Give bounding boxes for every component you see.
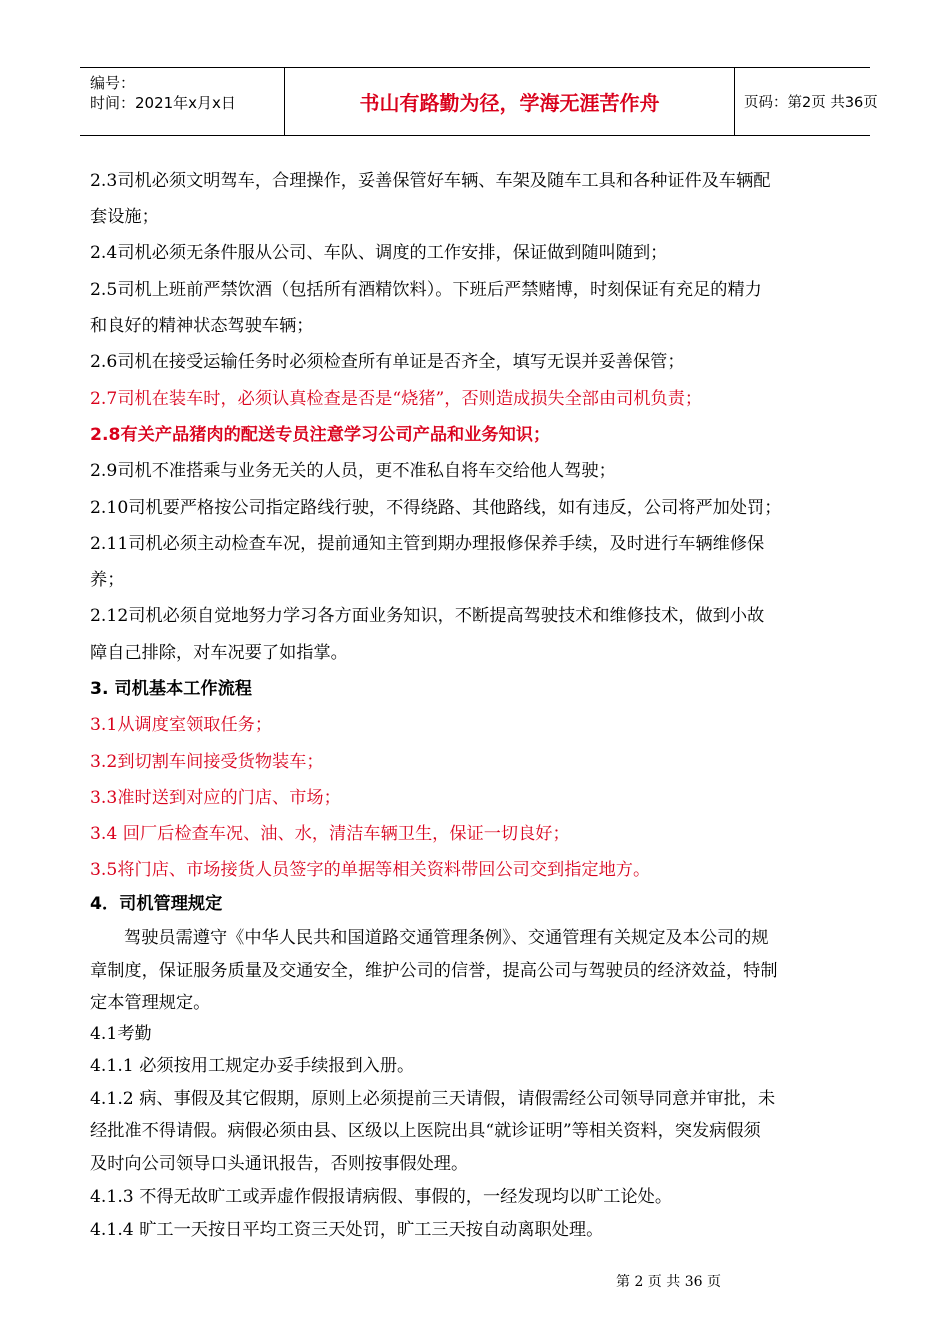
rule-2-3-line2: 套设施； bbox=[90, 207, 159, 227]
header-motto: 书山有路勤为径，学海无涯苦作舟 bbox=[285, 68, 735, 135]
intro-paragraph-line3: 定本管理规定。 bbox=[90, 993, 211, 1013]
step-3-2: 3.2到切割车间接受货物装车； bbox=[90, 752, 324, 772]
rule-4-1-2-line1: 4.1.2 病、事假及其它假期，原则上必须提前三天请假，请假需经公司领导同意并审批，未 bbox=[90, 1089, 776, 1109]
rule-4-1-2-line2: 经批准不得请假。病假必须由县、区级以上医院出具“就诊证明”等相关资料，突发病假须 bbox=[90, 1121, 761, 1141]
header-table bbox=[80, 67, 878, 136]
intro-paragraph-line1: 驾驶员需遵守《中华人民共和国道路交通管理条例》、交通管理有关规定及本公司的规 bbox=[124, 928, 769, 948]
rule-2-6: 2.6司机在接受运输任务时必须检查所有单证是否齐全，填写无误并妥善保管； bbox=[90, 352, 685, 372]
rule-2-9: 2.9司机不准搭乘与业务无关的人员，更不准私自将车交给他人驾驶； bbox=[90, 461, 616, 481]
rule-2-12-line2: 障自己排除，对车况要了如指掌。 bbox=[90, 643, 348, 663]
step-3-3: 3.3准时送到对应的门店、市场； bbox=[90, 788, 341, 808]
step-3-1: 3.1从调度室领取任务； bbox=[90, 715, 273, 735]
intro-paragraph-line2: 章制度，保证服务质量及交通安全，维护公司的信誉，提高公司与驾驶员的经济效益，特制 bbox=[90, 961, 778, 981]
rule-4-1-1: 4.1.1 必须按用工规定办妥手续报到入册。 bbox=[90, 1056, 415, 1076]
rule-4-1-2-line3: 及时向公司领导口头通讯报告，否则按事假处理。 bbox=[90, 1154, 469, 1174]
rule-2-11-line1: 2.11司机必须主动检查车况，提前通知主管到期办理报修保养手续，及时进行车辆维修保 bbox=[90, 534, 765, 554]
header-meta-cell bbox=[80, 68, 285, 135]
rule-2-10: 2.10司机要严格按公司指定路线行驶，不得绕路、其他路线，如有违反，公司将严加处罚； bbox=[90, 498, 782, 518]
header-page-number: 页码：第2页 共36页 bbox=[744, 95, 878, 111]
rule-4-1-3: 4.1.3 不得无故旷工或弄虚作假报请病假、事假的，一经发现均以旷工论处。 bbox=[90, 1187, 673, 1207]
subsection-4-1: 4.1考勤 bbox=[90, 1024, 152, 1044]
rule-2-11-line2: 养； bbox=[90, 570, 125, 590]
page-footer: 第 2 页 共 36 页 bbox=[616, 1274, 721, 1290]
rule-2-12-line1: 2.12司机必须自觉地努力学习各方面业务知识，不断提高驾驶技术和维修技术，做到小故 bbox=[90, 606, 765, 626]
rule-2-8: 2.8有关产品猪肉的配送专员注意学习公司产品和业务知识； bbox=[90, 425, 551, 445]
section-3-heading: 3. 司机基本工作流程 bbox=[90, 679, 252, 699]
document-date: 时间：2021年x月x日 bbox=[90, 94, 236, 112]
rule-2-7: 2.7司机在装车时，必须认真检查是否是“烧猪”，否则造成损失全部由司机负责； bbox=[90, 389, 703, 409]
step-3-5: 3.5将门店、市场接货人员签字的单据等相关资料带回公司交到指定地方。 bbox=[90, 860, 651, 880]
rule-2-4: 2.4司机必须无条件服从公司、车队、调度的工作安排，保证做到随叫随到； bbox=[90, 243, 668, 263]
step-3-4: 3.4 回厂后检查车况、油、水，清洁车辆卫生，保证一切良好； bbox=[90, 824, 570, 844]
rule-2-5-line2: 和良好的精神状态驾驶车辆； bbox=[90, 316, 314, 336]
section-4-heading: 4．司机管理规定 bbox=[90, 894, 223, 914]
rule-2-5-line1: 2.5司机上班前严禁饮酒（包括所有酒精饮料）。下班后严禁赌博，时刻保证有充足的精力 bbox=[90, 280, 762, 300]
rule-2-3-line1: 2.3司机必须文明驾车，合理操作，妥善保管好车辆、车架及随车工具和各种证件及车辆配 bbox=[90, 171, 771, 191]
rule-4-1-4: 4.1.4 旷工一天按日平均工资三天处罚，旷工三天按自动离职处理。 bbox=[90, 1220, 604, 1240]
document-number: 编号： bbox=[90, 74, 136, 92]
